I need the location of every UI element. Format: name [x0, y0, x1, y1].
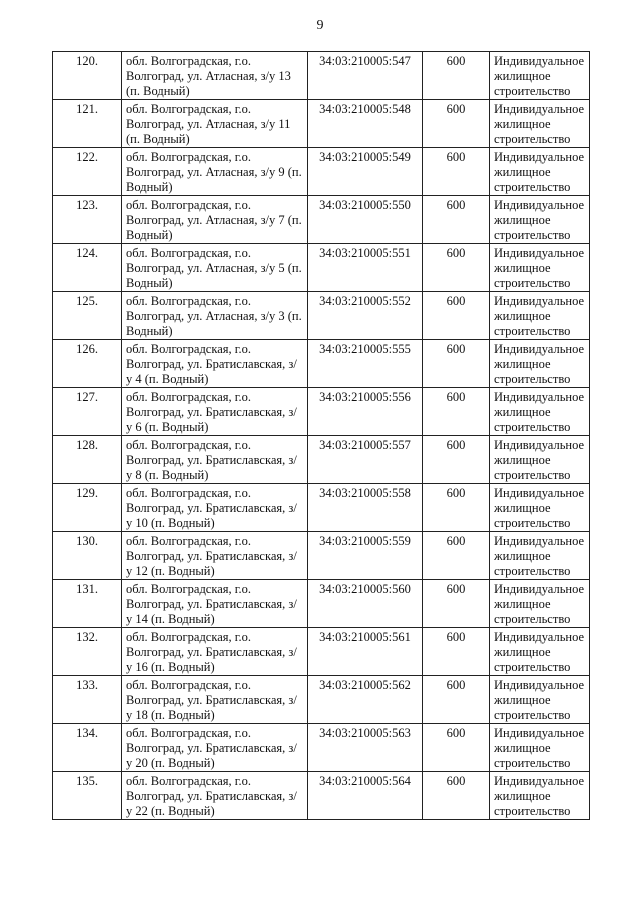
table-row	[53, 292, 590, 340]
address-cell: обл. Волгоградская, г.о. Волгоград, ул. Братиславская, з/у 14 (п. Водный)	[122, 580, 308, 628]
address-cell: обл. Волгоградская, г.о. Волгоград, ул. Атласная, з/у 9 (п. Водный)	[122, 148, 308, 196]
address-cell: обл. Волгоградская, г.о. Волгоград, ул. Братиславская, з/у 16 (п. Водный)	[122, 628, 308, 676]
address-cell: обл. Волгоградская, г.о. Волгоград, ул. Атласная, з/у 13 (п. Водный)	[122, 52, 308, 100]
cadastral-number-cell: 34:03:210005:559	[308, 532, 423, 580]
row-number-cell: 129.	[53, 484, 122, 532]
table-row	[53, 724, 590, 772]
cadastral-number-cell: 34:03:210005:557	[308, 436, 423, 484]
row-number-cell: 124.	[53, 244, 122, 292]
row-number-cell: 132.	[53, 628, 122, 676]
cadastral-number-cell: 34:03:210005:552	[308, 292, 423, 340]
area-cell: 600	[423, 52, 490, 100]
permitted-use-cell: Индивидуальное жилищное строительство	[490, 196, 590, 244]
area-cell: 600	[423, 340, 490, 388]
area-cell: 600	[423, 292, 490, 340]
table-row	[53, 628, 590, 676]
address-cell: обл. Волгоградская, г.о. Волгоград, ул. Атласная, з/у 3 (п. Водный)	[122, 292, 308, 340]
row-number-cell: 130.	[53, 532, 122, 580]
cadastral-number-cell: 34:03:210005:551	[308, 244, 423, 292]
row-number-cell: 125.	[53, 292, 122, 340]
table-row	[53, 772, 590, 820]
permitted-use-cell: Индивидуальное жилищное строительство	[490, 724, 590, 772]
address-cell: обл. Волгоградская, г.о. Волгоград, ул. Братиславская, з/у 22 (п. Водный)	[122, 772, 308, 820]
row-number-cell: 135.	[53, 772, 122, 820]
permitted-use-cell: Индивидуальное жилищное строительство	[490, 388, 590, 436]
row-number-cell: 128.	[53, 436, 122, 484]
address-cell: обл. Волгоградская, г.о. Волгоград, ул. Братиславская, з/у 12 (п. Водный)	[122, 532, 308, 580]
address-cell: обл. Волгоградская, г.о. Волгоград, ул. Атласная, з/у 7 (п. Водный)	[122, 196, 308, 244]
address-cell: обл. Волгоградская, г.о. Волгоград, ул. Атласная, з/у 11 (п. Водный)	[122, 100, 308, 148]
table-row	[53, 436, 590, 484]
area-cell: 600	[423, 148, 490, 196]
row-number-cell: 133.	[53, 676, 122, 724]
row-number-cell: 131.	[53, 580, 122, 628]
cadastral-number-cell: 34:03:210005:556	[308, 388, 423, 436]
address-cell: обл. Волгоградская, г.о. Волгоград, ул. Братиславская, з/у 10 (п. Водный)	[122, 484, 308, 532]
table-row	[53, 676, 590, 724]
area-cell: 600	[423, 580, 490, 628]
row-number-cell: 126.	[53, 340, 122, 388]
table-row	[53, 388, 590, 436]
area-cell: 600	[423, 436, 490, 484]
permitted-use-cell: Индивидуальное жилищное строительство	[490, 580, 590, 628]
area-cell: 600	[423, 772, 490, 820]
permitted-use-cell: Индивидуальное жилищное строительство	[490, 100, 590, 148]
cadastral-number-cell: 34:03:210005:563	[308, 724, 423, 772]
address-cell: обл. Волгоградская, г.о. Волгоград, ул. Братиславская, з/у 8 (п. Водный)	[122, 436, 308, 484]
area-cell: 600	[423, 676, 490, 724]
table-row	[53, 52, 590, 100]
table-row	[53, 532, 590, 580]
table-body	[53, 52, 590, 820]
table-row	[53, 484, 590, 532]
area-cell: 600	[423, 724, 490, 772]
row-number-cell: 121.	[53, 100, 122, 148]
permitted-use-cell: Индивидуальное жилищное строительство	[490, 628, 590, 676]
table-row	[53, 244, 590, 292]
permitted-use-cell: Индивидуальное жилищное строительство	[490, 148, 590, 196]
row-number-cell: 122.	[53, 148, 122, 196]
cadastral-number-cell: 34:03:210005:562	[308, 676, 423, 724]
table-row	[53, 196, 590, 244]
area-cell: 600	[423, 244, 490, 292]
address-cell: обл. Волгоградская, г.о. Волгоград, ул. Атласная, з/у 5 (п. Водный)	[122, 244, 308, 292]
cadastral-number-cell: 34:03:210005:548	[308, 100, 423, 148]
permitted-use-cell: Индивидуальное жилищное строительство	[490, 340, 590, 388]
area-cell: 600	[423, 532, 490, 580]
area-cell: 600	[423, 484, 490, 532]
cadastral-number-cell: 34:03:210005:550	[308, 196, 423, 244]
row-number-cell: 127.	[53, 388, 122, 436]
row-number-cell: 120.	[53, 52, 122, 100]
cadastral-number-cell: 34:03:210005:561	[308, 628, 423, 676]
table-row	[53, 580, 590, 628]
area-cell: 600	[423, 388, 490, 436]
permitted-use-cell: Индивидуальное жилищное строительство	[490, 484, 590, 532]
address-cell: обл. Волгоградская, г.о. Волгоград, ул. Братиславская, з/у 6 (п. Водный)	[122, 388, 308, 436]
table-row	[53, 100, 590, 148]
area-cell: 600	[423, 196, 490, 244]
permitted-use-cell: Индивидуальное жилищное строительство	[490, 292, 590, 340]
address-cell: обл. Волгоградская, г.о. Волгоград, ул. Братиславская, з/у 20 (п. Водный)	[122, 724, 308, 772]
row-number-cell: 134.	[53, 724, 122, 772]
cadastral-number-cell: 34:03:210005:555	[308, 340, 423, 388]
area-cell: 600	[423, 628, 490, 676]
land-plot-table	[52, 51, 590, 820]
cadastral-number-cell: 34:03:210005:560	[308, 580, 423, 628]
area-cell: 600	[423, 100, 490, 148]
permitted-use-cell: Индивидуальное жилищное строительство	[490, 52, 590, 100]
permitted-use-cell: Индивидуальное жилищное строительство	[490, 244, 590, 292]
cadastral-number-cell: 34:03:210005:558	[308, 484, 423, 532]
permitted-use-cell: Индивидуальное жилищное строительство	[490, 772, 590, 820]
table-row	[53, 340, 590, 388]
permitted-use-cell: Индивидуальное жилищное строительство	[490, 676, 590, 724]
address-cell: обл. Волгоградская, г.о. Волгоград, ул. Братиславская, з/у 4 (п. Водный)	[122, 340, 308, 388]
permitted-use-cell: Индивидуальное жилищное строительство	[490, 436, 590, 484]
cadastral-number-cell: 34:03:210005:564	[308, 772, 423, 820]
permitted-use-cell: Индивидуальное жилищное строительство	[490, 532, 590, 580]
row-number-cell: 123.	[53, 196, 122, 244]
page-number: 9	[316, 18, 324, 33]
cadastral-number-cell: 34:03:210005:547	[308, 52, 423, 100]
address-cell: обл. Волгоградская, г.о. Волгоград, ул. Братиславская, з/у 18 (п. Водный)	[122, 676, 308, 724]
cadastral-number-cell: 34:03:210005:549	[308, 148, 423, 196]
table-row	[53, 148, 590, 196]
